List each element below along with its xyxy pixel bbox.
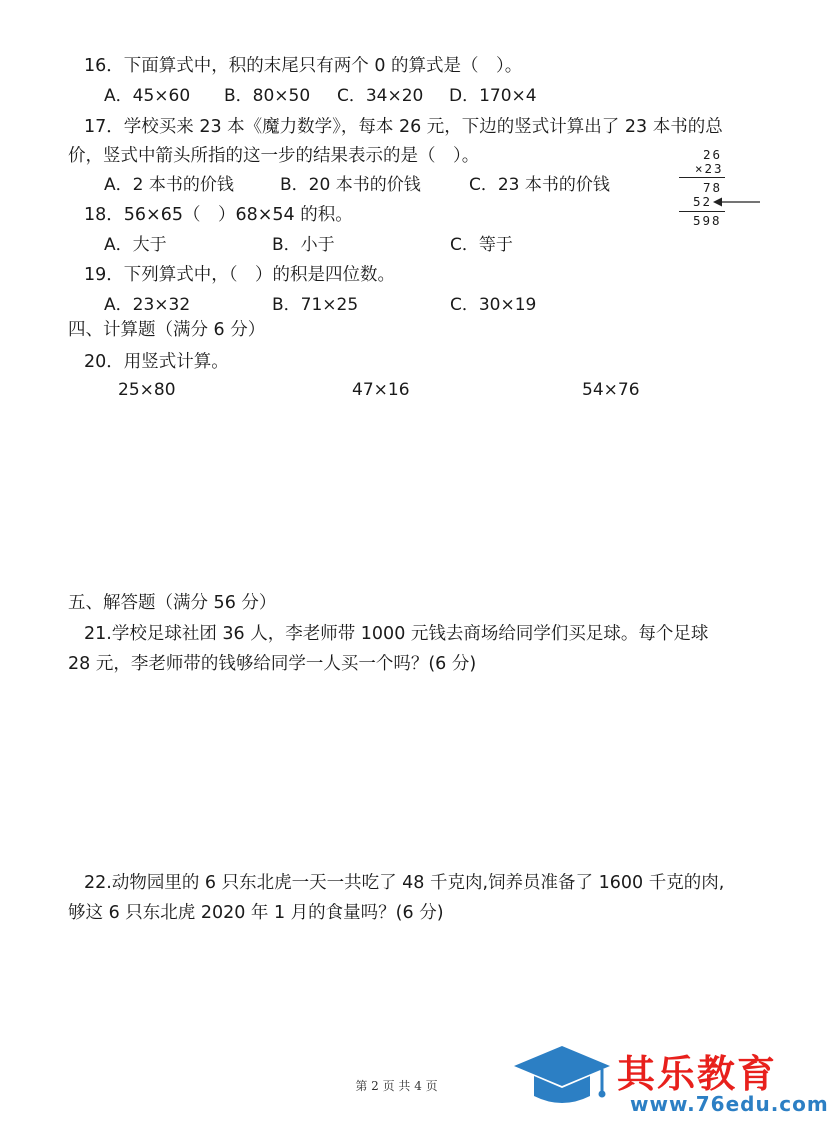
q16-stem: 16．下面算式中，积的末尾只有两个 0 的算式是（ ）。 <box>84 56 523 76</box>
q21-line2: 28 元，李老师带的钱够给同学一人买一个吗？(6 分) <box>68 654 477 674</box>
calc-item-1: 25×80 <box>118 380 176 400</box>
q17-option-c: C．23 本书的价钱 <box>469 175 610 195</box>
q18-stem: 18．56×65（ ）68×54 的积。 <box>84 205 353 225</box>
section-5-title: 五、解答题（满分 56 分） <box>68 593 277 613</box>
q22-line1: 22.动物园里的 6 只东北虎一天一共吃了 48 千克肉,饲养员准备了 1600 千克的肉, <box>84 873 725 893</box>
q16-option-a: A．45×60 <box>104 86 191 106</box>
q16-option-c: C．34×20 <box>337 86 424 106</box>
watermark-url: www.76edu.com <box>630 1092 829 1116</box>
q22-line2: 够这 6 只东北虎 2020 年 1 月的食量吗？(6 分) <box>68 903 444 923</box>
calc-item-2: 47×16 <box>352 380 410 400</box>
q19-stem: 19．下列算式中，（ ）的积是四位数。 <box>84 265 396 285</box>
vc-multiplier: ×23 <box>695 161 724 176</box>
arrow-icon <box>712 195 762 209</box>
q19-option-c: C．30×19 <box>450 295 537 315</box>
q17-stem-line1: 17．学校买来 23 本《魔力数学》，每本 26 元，下边的竖式计算出了 23 本书的总 <box>84 117 723 137</box>
graduation-cap-icon <box>510 1042 614 1108</box>
watermark-brand: 其乐教育 <box>617 1052 778 1096</box>
vc-partial-1: 78 <box>703 180 723 195</box>
q19-option-b: B．71×25 <box>272 295 359 315</box>
q18-option-c: C．等于 <box>450 235 513 255</box>
q18-option-b: B．小于 <box>272 235 335 255</box>
q20-stem: 20．用竖式计算。 <box>84 352 229 372</box>
vc-partial-2: 52 <box>693 194 713 209</box>
q19-option-a: A．23×32 <box>104 295 191 315</box>
vc-rule-2 <box>679 211 725 212</box>
vc-rule-1 <box>679 177 725 178</box>
q17-stem-line2: 价，竖式中箭头所指的这一步的结果表示的是（ ）。 <box>68 146 480 166</box>
q17-option-a: A．2 本书的价钱 <box>104 175 234 195</box>
q16-option-b: B．80×50 <box>224 86 311 106</box>
q17-option-b: B．20 本书的价钱 <box>280 175 421 195</box>
q16-option-d: D．170×4 <box>449 86 537 106</box>
calc-item-3: 54×76 <box>582 380 640 400</box>
vc-multiplicand: 26 <box>703 147 723 162</box>
q18-option-a: A．大于 <box>104 235 167 255</box>
section-4-title: 四、计算题（满分 6 分） <box>68 320 266 340</box>
q21-line1: 21.学校足球社团 36 人，李老师带 1000 元钱去商场给同学们买足球。每个足球 <box>84 624 709 644</box>
vc-product: 598 <box>693 213 722 228</box>
page-number: 第 2 页 共 4 页 <box>355 1079 438 1093</box>
